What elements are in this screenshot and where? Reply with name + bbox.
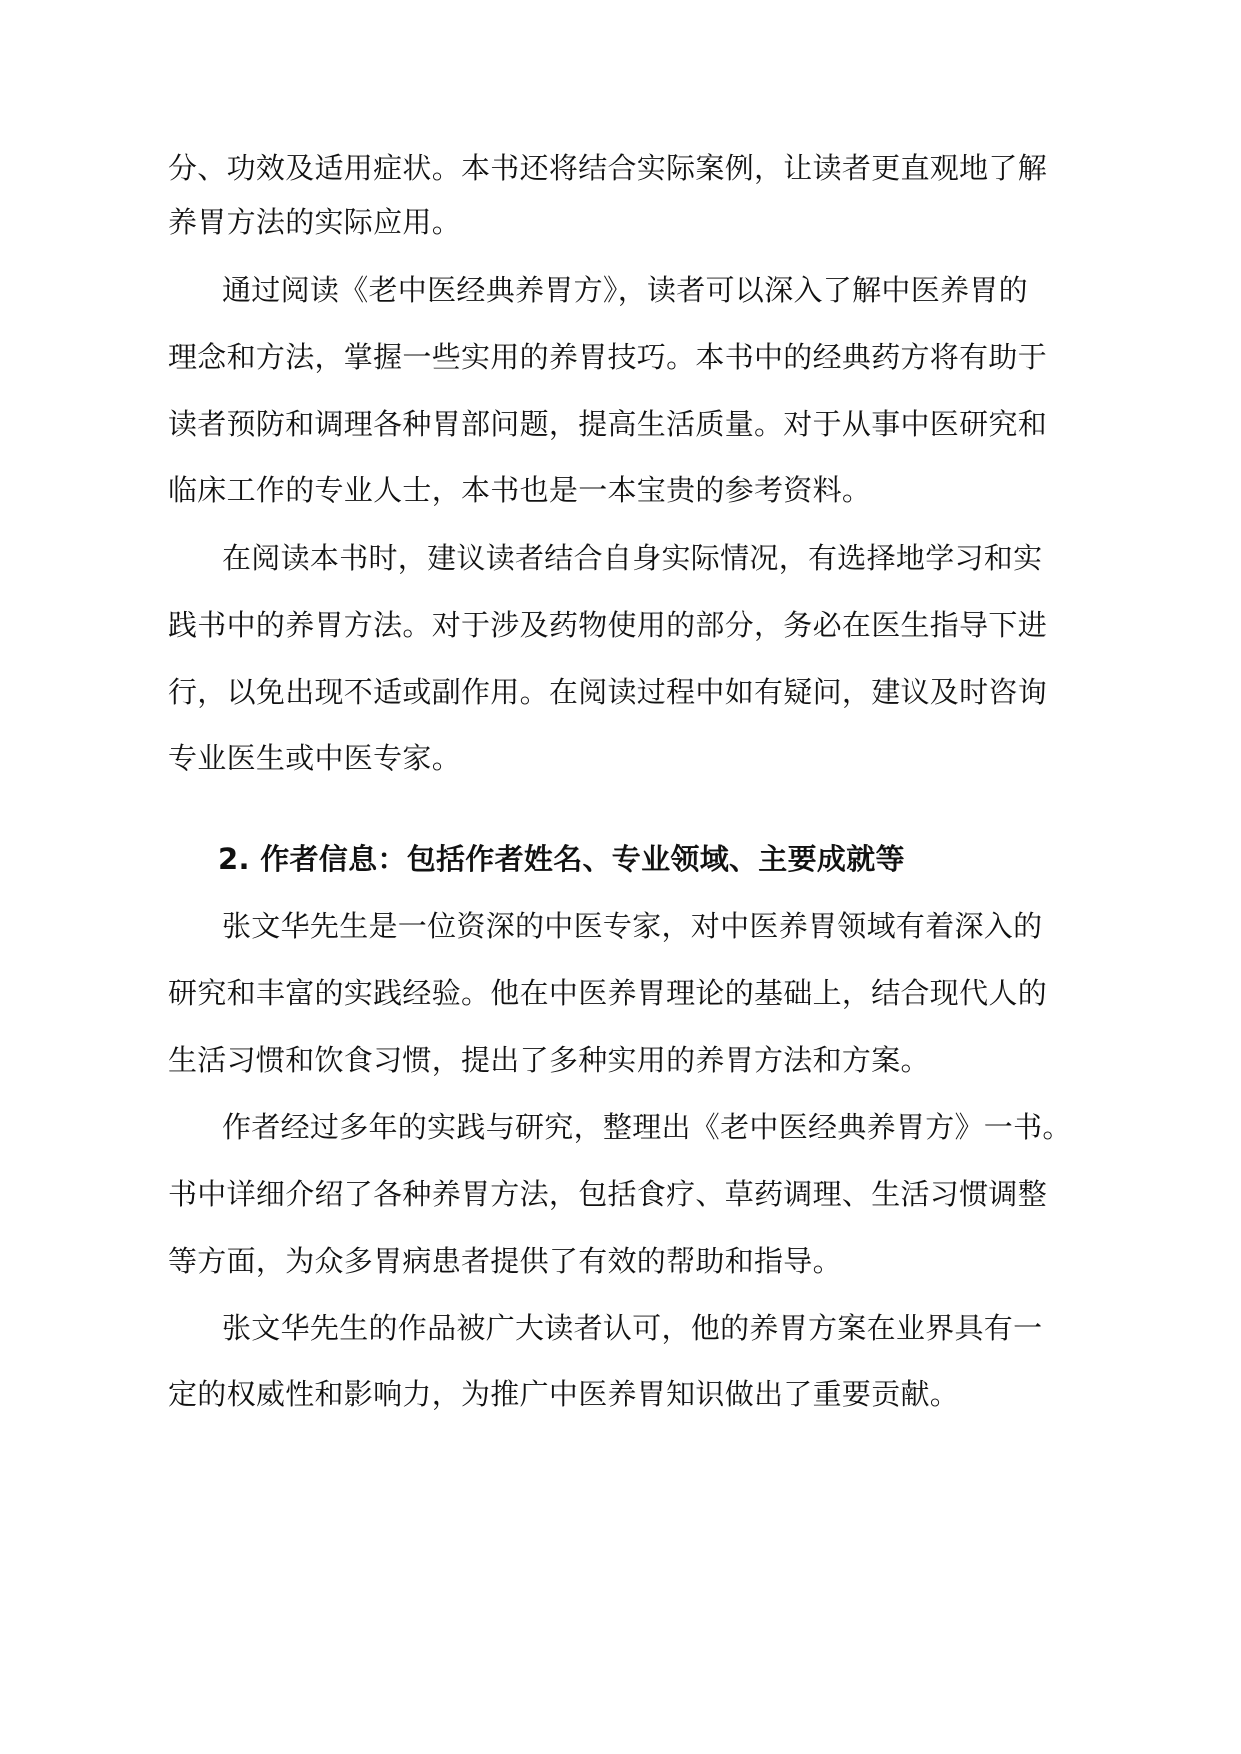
paragraph-line: 践书中的养胃方法。对于涉及药物使用的部分，务必在医生指导下进 — [168, 608, 1048, 642]
paragraph-line: 分、功效及适用症状。本书还将结合实际案例，让读者更直观地了解 — [168, 151, 1048, 185]
paragraph-line: 读者预防和调理各种胃部问题，提高生活质量。对于从事中医研究和 — [168, 407, 1048, 441]
paragraph-line: 在阅读本书时，建议读者结合自身实际情况，有选择地学习和实 — [222, 541, 1043, 575]
paragraph-line: 养胃方法的实际应用。 — [168, 205, 462, 239]
paragraph-line: 张文华先生的作品被广大读者认可，他的养胃方案在业界具有一 — [222, 1311, 1043, 1345]
paragraph-line: 专业医生或中医专家。 — [168, 741, 462, 775]
paragraph-line: 生活习惯和饮食习惯，提出了多种实用的养胃方法和方案。 — [168, 1043, 930, 1077]
paragraph-line: 研究和丰富的实践经验。他在中医养胃理论的基础上，结合现代人的 — [168, 976, 1048, 1010]
paragraph-line: 定的权威性和影响力，为推广中医养胃知识做出了重要贡献。 — [168, 1377, 960, 1411]
paragraph-line: 张文华先生是一位资深的中医专家，对中医养胃领域有着深入的 — [222, 909, 1043, 943]
paragraph-line: 临床工作的专业人士，本书也是一本宝贵的参考资料。 — [168, 473, 872, 507]
paragraph-line: 理念和方法，掌握一些实用的养胃技巧。本书中的经典药方将有助于 — [168, 340, 1048, 374]
paragraph-line: 行，以免出现不适或副作用。在阅读过程中如有疑问，建议及时咨询 — [168, 675, 1048, 709]
paragraph-line: 等方面，为众多胃病患者提供了有效的帮助和指导。 — [168, 1244, 842, 1278]
paragraph-line: 作者经过多年的实践与研究，整理出《老中医经典养胃方》一书。 — [222, 1110, 1072, 1144]
paragraph-line: 通过阅读《老中医经典养胃方》，读者可以深入了解中医养胃的 — [222, 273, 1028, 307]
section-heading: 2. 作者信息：包括作者姓名、专业领域、主要成就等 — [218, 842, 905, 876]
paragraph-line: 书中详细介绍了各种养胃方法，包括食疗、草药调理、生活习惯调整 — [168, 1177, 1048, 1211]
